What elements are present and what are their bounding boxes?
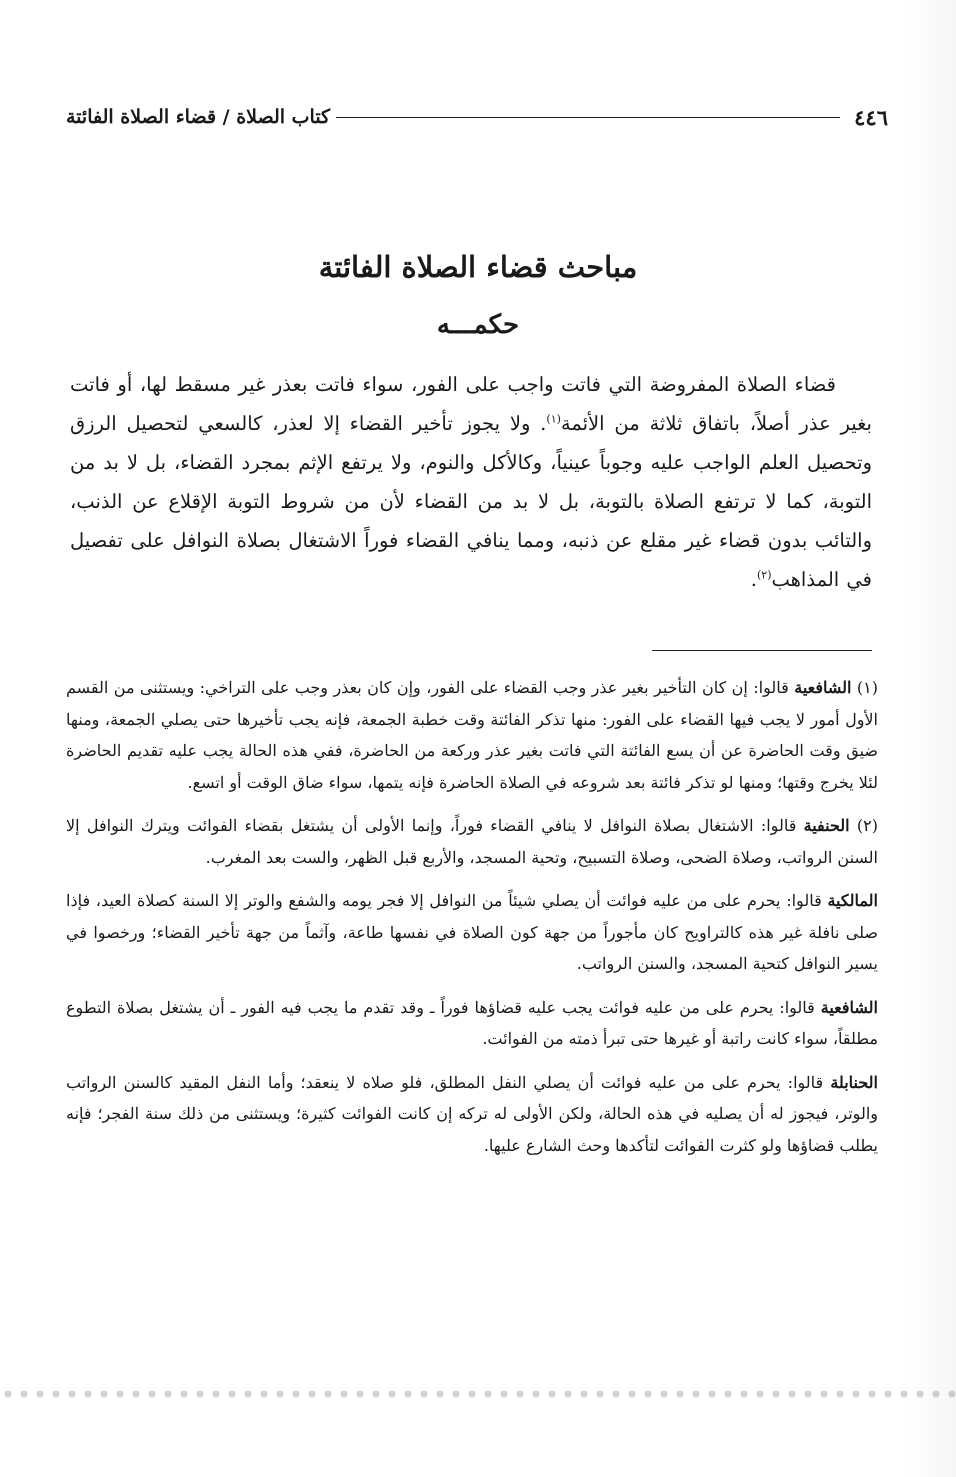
footnote-2-shafii — [66, 992, 878, 1055]
header-rule — [336, 117, 840, 118]
footnote-1 — [66, 672, 878, 798]
main-paragraph — [70, 365, 872, 599]
footnote-2-hanafi — [66, 810, 878, 873]
main-text-part-1: قضاء الصلاة المفروضة التي فاتت واجب على الفور، سواء فاتت بعذر غير مسقط لها، أو فاتت بغير عذر أصلاً، باتفاق ثلاثة من الأئمة — [70, 373, 872, 435]
footnote-separator — [652, 650, 872, 651]
footnote-2-maliki-label: المالكية — [827, 891, 878, 910]
scan-shadow — [904, 0, 956, 1477]
footnote-2-maliki-text: قالوا: يحرم على من عليه فوائت أن يصلي شيئاً من النوافل إلا فجر يومه والشفع والوتر إلا السنة كصلاة العيد، فإذا صلى نافلة غير هذه كالتراويح كان مأجوراً من جهة كون الصلاة في نفسها طاعة، وآثماً من جهة تأخير القضاء؛ ورخصوا في يسير النوافل كتحية المسجد، والسنن الرواتب. — [66, 891, 878, 973]
decorative-border — [0, 1380, 956, 1408]
footnote-1-number: (١) — [856, 678, 879, 697]
footnote-1-madhhab: الشافعية — [794, 678, 852, 697]
footnote-2-number: (٢) — [856, 816, 879, 835]
footnote-2-shafii-label: الشافعية — [820, 997, 878, 1017]
running-title: كتاب الصلاة / قضاء الصلاة الفائتة — [66, 106, 331, 128]
section-title: حكمـــه — [436, 310, 520, 340]
footnote-2-shafii-text: قالوا: يحرم على من عليه فوائت يجب عليه قضاؤها فوراً ـ وقد تقدم ما يجب فيه الفور ـ أن يشتغل بصلاة التطوع مطلقاً، سواء كانت راتبة أو غيرها حتى تبرأ ذمته من الفوائت. — [66, 997, 878, 1048]
main-text-part-2: . ولا يجوز تأخير القضاء إلا لعذر، كالسعي لتحصيل الرزق وتحصيل العلم الواجب عليه وجوباً عينياً، وكالأكل والنوم، ولا يرتفع الإثم بمجرد القضاء، بل لا بد من التوبة، كما لا ترتفع الصلاة بالتوبة، بل لا بد من القضاء لأن من شروط التوبة الإقلاع عن الذنب، والتائب بدون قضاء غير مقلع عن ذنبه، ومما ينافي القضاء فوراً الاشتغال بصلاة النوافل على تفصيل في المذاهب — [70, 412, 872, 591]
footnote-2-hanafi-text: قالوا: الاشتغال بصلاة النوافل لا ينافي القضاء فوراً، وإنما الأولى أن يشتغل بقضاء الفوائت ويترك النوافل إلا السنن الرواتب، وصلاة الضحى، وصلاة التسبيح، وتحية المسجد، والأربع قبل الظهر، والست بعد المغرب. — [66, 816, 878, 867]
footnote-1-text: قالوا: إن كان التأخير بغير عذر وجب القضاء على الفور، وإن كان بعذر وجب على التراخي: ويستثنى من القسم الأول أمور لا يجب فيها القضاء على الفور: منها تذكر الفائتة وقت خطبة الجمعة، فإنه يجب تأخيرها حتى يصلي الجمعة، ومنها ضيق وقت الحاضرة عن أن يسع الفائتة التي فاتت بغير عذر وركعة من الحاضرة، ففي هذه الحالة يجب عليه تقديم الحاضرة لئلا يخرج وقتها؛ ومنها لو تذكر فائتة بعد شروعه في الصلاة الحاضرة فإنه يتمها، سواء ضاق الوقت أو اتسع. — [66, 678, 878, 792]
page-number: ٤٤٦ — [854, 104, 888, 130]
footnote-ref-1[interactable]: (١) — [546, 412, 561, 426]
footnote-2-hanbali — [66, 1067, 878, 1162]
footnote-2-maliki — [66, 885, 878, 980]
footnote-2-hanbali-label: الحنابلة — [830, 1072, 878, 1092]
footnotes — [66, 672, 878, 1173]
footnote-2-hanafi-label: الحنفية — [803, 816, 850, 835]
footnote-2-hanbali-text: قالوا: يحرم على من عليه فوائت أن يصلي النفل المطلق، فلو صلاه لا ينعقد؛ وأما النفل المقيد كالسنن الرواتب والوتر، فيجوز له أن يصليه في هذه الحالة، ولكن الأولى له تركه إن كانت الفوائت كثيرة؛ ويستثنى من ذلك سنة الفجر؛ فإنه يطلب قضاؤها ولو كثرت الفوائت لتأكدها وحث الشارع عليها. — [66, 1072, 878, 1155]
footnote-ref-2[interactable]: (٢) — [756, 568, 772, 582]
chapter-title: مباحث قضاء الصلاة الفائتة — [318, 250, 638, 284]
main-text-end: . — [750, 568, 757, 591]
page-header — [66, 102, 888, 132]
